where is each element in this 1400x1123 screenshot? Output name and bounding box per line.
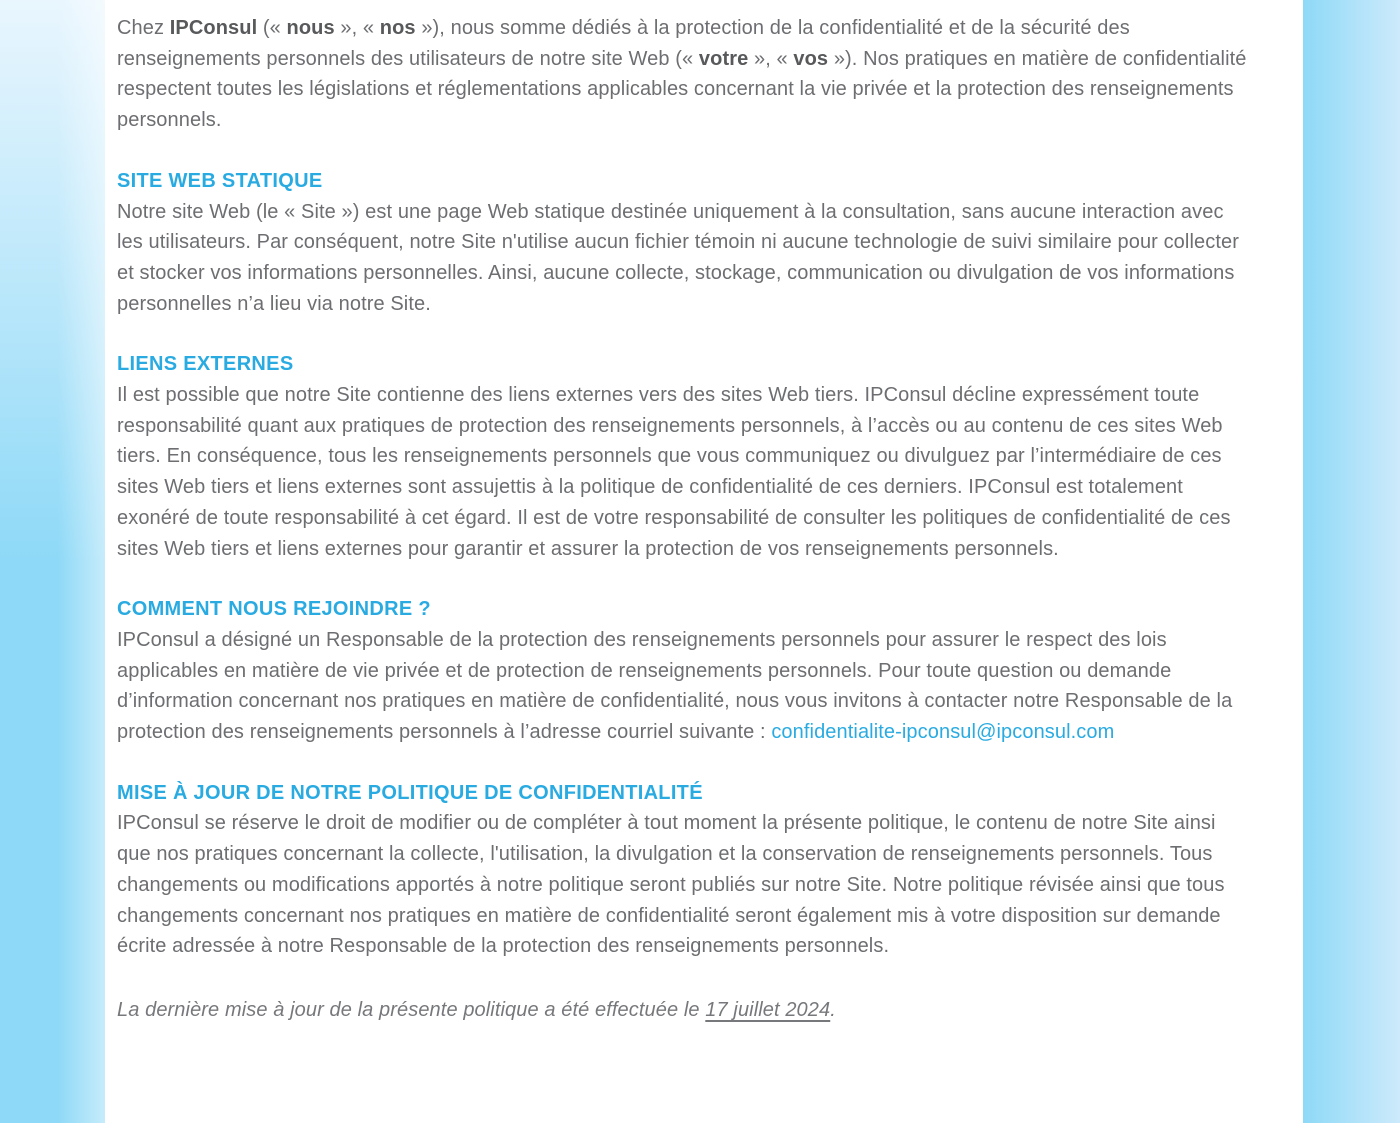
- last-updated-text: La dernière mise à jour de la présente politique a été effectuée le: [117, 998, 706, 1021]
- section-heading: MISE À JOUR DE NOTRE POLITIQUE DE CONFIDENTIALITÉ: [117, 781, 703, 804]
- intro-text: »), nous somme dédiés à la protection de la confidentialité et de la sécurité des renseignements personnels des utilisateurs de notre site Web («: [117, 17, 1130, 70]
- section-heading: LIENS EXTERNES: [117, 353, 294, 376]
- section-liens-externes: [117, 349, 1253, 564]
- section-body: Notre site Web (le « Site ») est une page Web statique destinée uniquement à la consultation, sans aucune interaction avec les utilisateurs. Par conséquent, notre Site n'utilise aucun fichier témoin ni aucune technologie de suivi similaire pour collecter et stocker vos informations personnelles. Ainsi, aucune collecte, stockage, communication ou divulgation de vos informations personnelles n’a lieu via notre Site.: [117, 200, 1239, 315]
- right-gradient-border: [1303, 0, 1400, 1123]
- intro-bold-term: vos: [793, 47, 829, 70]
- intro-bold-term: votre: [698, 47, 749, 70]
- section-heading: SITE WEB STATIQUE: [117, 169, 323, 192]
- section-body: Il est possible que notre Site contienne des liens externes vers des sites Web tiers. IPConsul décline expressément toute responsabilité quant aux pratiques de protection des renseignements personnels, à l’accès ou au contenu de ces sites Web tiers. En conséquence, tous les renseignements personnels que vous communiquez ou divulguez par l’intermédiaire de ces sites Web tiers et liens externes sont assujettis à la politique de confidentialité de ces derniers. IPConsul est totalement exonéré de toute responsabilité à cet égard. Il est de votre responsabilité de consulter les politiques de confidentialité de ces sites Web tiers et liens externes pour garantir et assurer la protection de vos renseignements personnels.: [117, 384, 1231, 560]
- section-body: IPConsul se réserve le droit de modifier ou de compléter à tout moment la présente politique, le contenu de notre Site ainsi que nos pratiques concernant la collecte, l'utilisation, la divulgation et la conservation de renseignements personnels. Tous changements ou modifications apportés à notre politique seront publiés sur notre Site. Notre politique révisée ainsi que tous changements concernant nos pratiques en matière de confidentialité seront également mis à votre disposition sur demande écrite adressée à notre Responsable de la protection des renseignements personnels.: [117, 812, 1225, 958]
- section-body: [117, 625, 1253, 748]
- last-updated-period: .: [830, 998, 836, 1021]
- intro-bold-term: nous: [286, 17, 335, 39]
- last-updated-date: 17 juillet 2024: [705, 998, 831, 1021]
- intro-text: », «: [748, 47, 794, 70]
- section-mise-a-jour-politique: [117, 778, 1253, 962]
- section-heading: COMMENT NOUS REJOINDRE ?: [117, 598, 431, 621]
- section-site-web-statique: [117, 166, 1253, 320]
- section-body-text: IPConsul a désigné un Responsable de la protection des renseignements personnels pour assurer le respect des lois applicables en matière de vie privée et de protection de renseignements personnels. Pour toute question ou demande d’information concernant nos pratiques en matière de confidentialité, nous vous invitons à contacter notre Responsable de la protection des renseignements personnels à l’adresse courriel suivante :: [117, 628, 1233, 744]
- email-link[interactable]: confidentialite-ipconsul@ipconsul.com: [771, 721, 1115, 744]
- section-comment-nous-rejoindre: [117, 594, 1253, 748]
- intro-text: »). Nos pratiques en matière de confidentialité respectent toutes les législations et réglementations applicables concernant la vie privée et la protection des renseignements personnels.: [117, 47, 1247, 132]
- intro-bold-term: nos: [379, 17, 416, 39]
- intro-text: », «: [334, 17, 380, 39]
- intro-paragraph: [117, 13, 1253, 136]
- left-gradient-border: [0, 0, 105, 1123]
- brand-name: IPConsul: [169, 17, 258, 39]
- last-updated-note: [117, 995, 1253, 1026]
- intro-text: («: [257, 17, 287, 39]
- intro-text: Chez: [117, 17, 170, 39]
- privacy-policy-content: [105, 0, 1303, 1123]
